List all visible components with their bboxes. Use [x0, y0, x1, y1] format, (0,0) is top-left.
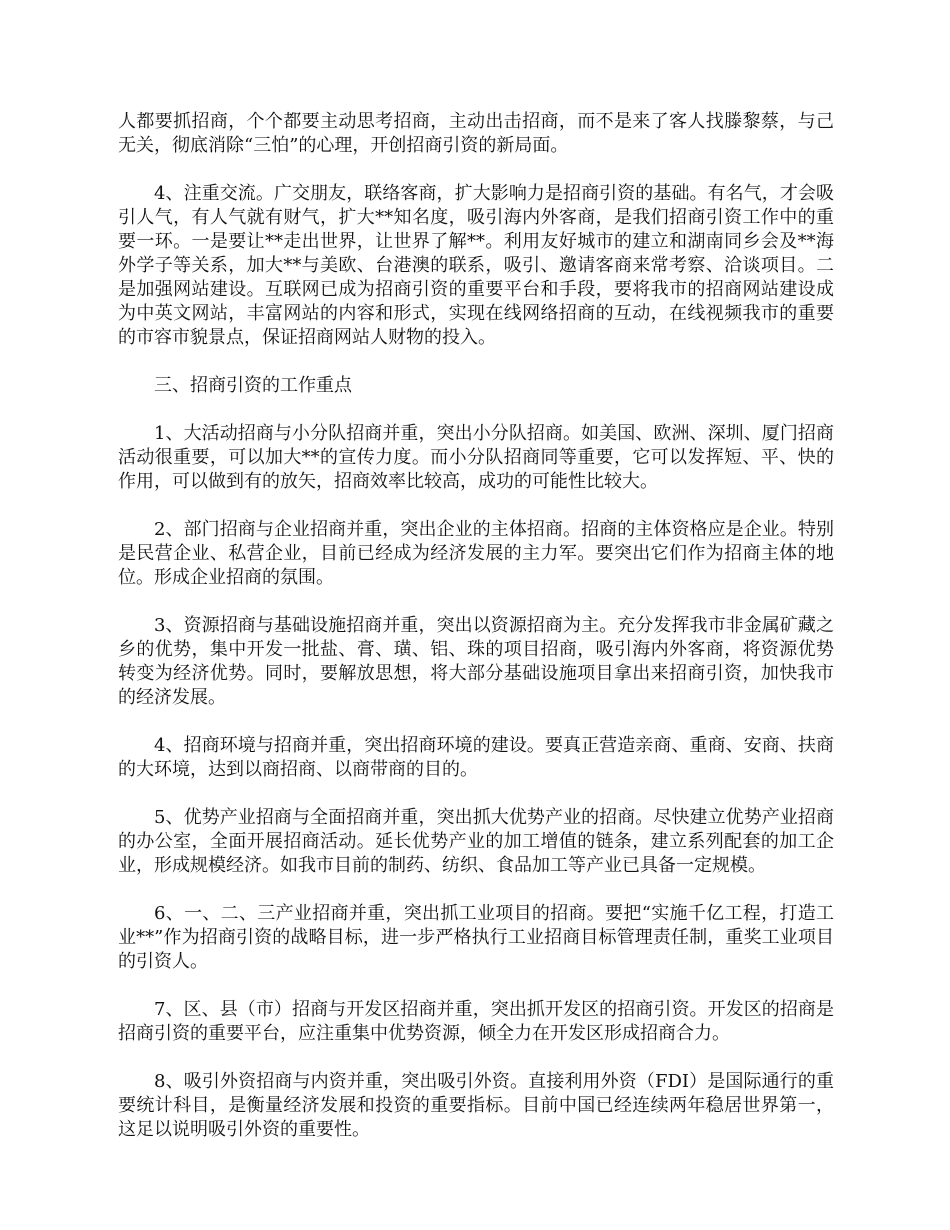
paragraph-item-7: 7、区、县（市）招商与开发区招商并重，突出抓开发区的招商引资。开发区的招商是招商引资的重要平台，应注重集中优势资源，倾全力在开发区形成招商合力。: [118, 999, 834, 1044]
document-body: [118, 110, 834, 1166]
paragraph-item-4-exchange: 4、注重交流。广交朋友，联络客商，扩大影响力是招商引资的基础。有名气，才会吸引人气，有人气就有财气，扩大**知名度，吸引海内外客商，是我们招商引资工作中的重要一环。一是要让**走出世界，让世界了解**。利用友好城市的建立和湖南同乡会及**海外学子等关系，加大**与美欧、台港澳的联系，吸引、邀请客商来常考察、洽谈项目。二是加强网站建设。互联网已成为招商引资的重要平台和手段，要将我市的招商网站建设成为中英文网站，丰富网站的内容和形式，实现在线网络招商的互动，在线视频我市的重要的市容市貌景点，保证招商网站人财物的投入。: [118, 183, 834, 348]
paragraph-item-3: 3、资源招商与基础设施招商并重，突出以资源招商为主。充分发挥我市非金属矿藏之乡的优势，集中开发一批盐、膏、璜、铝、珠的项目招商，吸引海内外客商，将资源优势转变为经济优势。同时，要解放思想，将大部分基础设施项目拿出来招商引资，加快我市的经济发展。: [118, 615, 834, 708]
paragraph-continuation: 人都要抓招商，个个都要主动思考招商，主动出击招商，而不是来了客人找滕黎蔡，与己无关，彻底消除“三怕”的心理，开创招商引资的新局面。: [118, 111, 834, 156]
paragraph-item-5: 5、优势产业招商与全面招商并重，突出抓大优势产业的招商。尽快建立优势产业招商的办公室，全面开展招商活动。延长优势产业的加工增值的链条，建立系列配套的加工企业，形成规模经济。如我市目前的制药、纺织、食品加工等产业已具备一定规模。: [118, 807, 834, 876]
paragraph-item-4: 4、招商环境与招商并重，突出招商环境的建设。要真正营造亲商、重商、安商、扶商的大环境，达到以商招商、以商带商的目的。: [118, 735, 834, 780]
paragraph-item-6: 6、一、二、三产业招商并重，突出抓工业项目的招商。要把“实施千亿工程，打造工业**”作为招商引资的战略目标，进一步严格执行工业招商目标管理责任制，重奖工业项目的引资人。: [118, 903, 834, 972]
paragraph-item-8: 8、吸引外资招商与内资并重，突出吸引外资。直接利用外资（FDI）是国际通行的重要统计科目，是衡量经济发展和投资的重要指标。目前中国已经连续两年稳居世界第一，这足以说明吸引外资的重要性。: [118, 1071, 834, 1140]
paragraph-item-2: 2、部门招商与企业招商并重，突出企业的主体招商。招商的主体资格应是企业。特别是民营企业、私营企业，目前已经成为经济发展的主力军。要突出它们作为招商主体的地位。形成企业招商的氛围。: [118, 519, 834, 588]
paragraph-item-1: 1、大活动招商与小分队招商并重，突出小分队招商。如美国、欧洲、深圳、厦门招商活动很重要，可以加大**的宣传力度。而小分队招商同等重要，它可以发挥短、平、快的作用，可以做到有的放矢，招商效率比较高，成功的可能性比较大。: [118, 423, 834, 492]
section-heading-focus: 三、招商引资的工作重点: [154, 375, 352, 396]
